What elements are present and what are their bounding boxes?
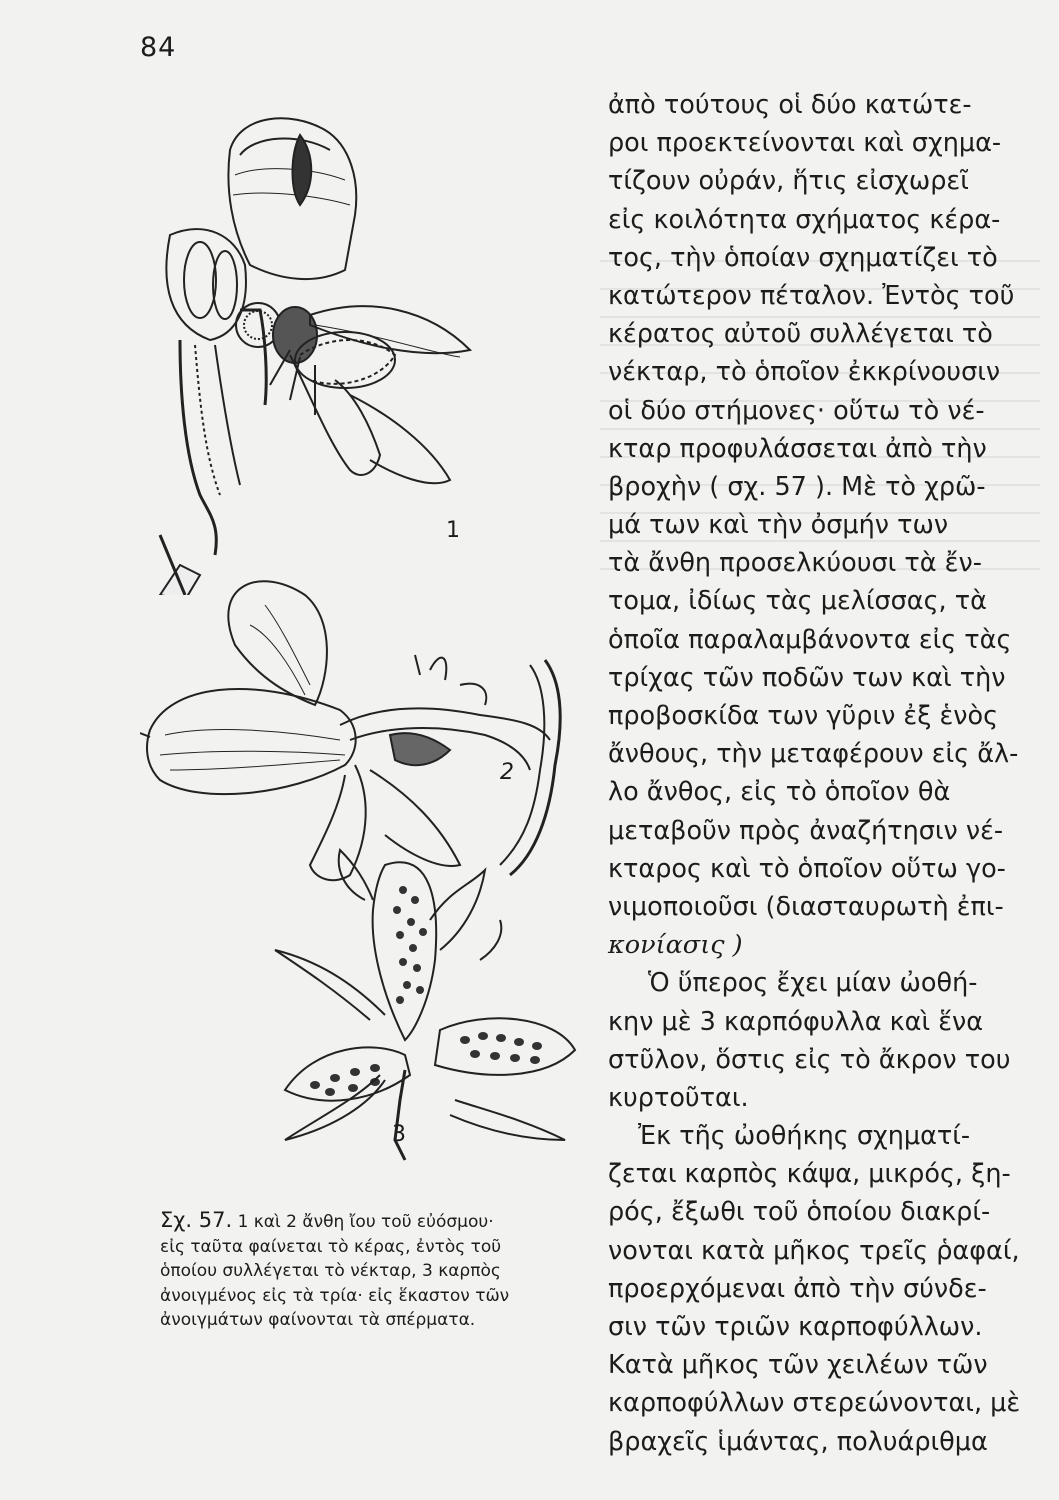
figure-3-label: 3 xyxy=(392,1122,406,1147)
figure-3-open-capsule xyxy=(255,840,585,1170)
figure-2-label: 2 xyxy=(500,760,514,785)
body-line: σιν τῶν τριῶν καρποφύλλων. xyxy=(608,1312,983,1342)
figure-1-flower-with-bee xyxy=(140,95,480,595)
body-line: τομα, ἰδίως τὰς μελίσσας, τὰ xyxy=(608,586,987,617)
caption-line: ὁποίου συλλέγεται τὸ νέκταρ, 3 καρπὸς xyxy=(160,1261,501,1281)
caption-line: ἀνοιγμένος εἰς τὰ τρία· εἰς ἕκαστον τῶν xyxy=(160,1285,510,1306)
body-line: τος, τὴν ὁποίαν σχηματίζει τὸ xyxy=(608,242,998,273)
caption-line: ἀνοιγμάτων φαίνονται τὰ σπέρματα. xyxy=(160,1310,476,1330)
body-line: νέκταρ, τὸ ὁποῖον ἐκκρίνουσιν xyxy=(608,357,1001,388)
body-line: ροι προεκτείνονται καὶ σχημα- xyxy=(608,128,1002,159)
body-line: βροχὴν ( σχ. 57 ). Μὲ τὸ χρῶ- xyxy=(608,471,986,502)
body-line: μεταβοῦν πρὸς ἀναζήτησιν νέ- xyxy=(608,815,1004,846)
body-line: βραχεῖς ἱμάντας, πολυάριθμα xyxy=(608,1426,988,1457)
body-line: τίζουν οὐράν, ἥτις εἰσχωρεῖ xyxy=(608,166,969,197)
body-text-column xyxy=(608,86,1021,1461)
body-line: τρίχας τῶν ποδῶν των καὶ τὴν xyxy=(608,662,1006,693)
body-line: νονται κατὰ μῆκος τρεῖς ῥαφαί, xyxy=(608,1235,1020,1266)
body-line: προβοσκίδα των γῦριν ἐξ ἑνὸς xyxy=(608,701,999,731)
body-line: στῦλον, ὅστις εἰς τὸ ἄκρον του xyxy=(608,1044,1011,1075)
body-line: λο ἄνθος, εἰς τὸ ὁποῖον θὰ xyxy=(608,777,951,808)
body-line: Ἐκ τῆς ὠοθήκης σχηματί- xyxy=(638,1121,971,1152)
body-line: Ὁ ὕπερος ἔχει μίαν ὠοθή- xyxy=(648,968,978,999)
body-line: ἀπὸ τούτους οἱ δύο κατώτε- xyxy=(608,90,972,120)
body-line-italic: κονίασις ) xyxy=(608,930,743,961)
caption-text: 1 καὶ 2 ἄνθη ἴου τοῦ εὐόσμου· xyxy=(237,1212,494,1232)
caption-line: εἰς ταῦτα φαίνεται τὸ κέρας, ἐντὸς τοῦ xyxy=(160,1236,502,1257)
body-line: κυρτοῦται. xyxy=(608,1082,749,1113)
body-line: νιμοποιοῦσι (διασταυρωτὴ ἐπι- xyxy=(608,891,1004,922)
body-line: ρός, ἔξωθι τοῦ ὁποίου διακρί- xyxy=(608,1197,991,1228)
body-line: κέρατος αὐτοῦ συλλέγεται τὸ xyxy=(608,319,993,350)
body-line: προερχόμεναι ἀπὸ τὴν σύνδε- xyxy=(608,1273,987,1304)
body-line: κταρος καὶ τὸ ὁποῖον οὕτω γο- xyxy=(608,853,1006,884)
page-number: 84 xyxy=(140,32,177,63)
body-line: μά των καὶ τὴν ὀσμήν των xyxy=(608,510,949,541)
body-line: κην μὲ 3 καρπόφυλλα καὶ ἕνα xyxy=(608,1006,984,1037)
body-line: οἱ δύο στήμονες· οὕτω τὸ νέ- xyxy=(608,395,985,426)
body-line: Κατὰ μῆκος τῶν χειλέων τῶν xyxy=(608,1350,988,1381)
body-line: εἰς κοιλότητα σχήματος κέρα- xyxy=(608,204,1001,235)
body-line: καρποφύλλων στερεώνονται, μὲ xyxy=(608,1388,1021,1419)
caption-lead: Σχ. 57. xyxy=(160,1208,233,1232)
body-line: κταρ προφυλάσσεται ἀπὸ τὴν xyxy=(608,433,987,464)
caption-line-1 xyxy=(160,1208,580,1235)
body-line: ὁποῖα παραλαμβάνοντα εἰς τὰς xyxy=(608,624,1012,655)
body-line: ἄνθους, τὴν μεταφέρουν εἰς ἄλ- xyxy=(608,739,1019,770)
figure-1-label: 1 xyxy=(446,518,460,543)
body-line: ζεται καρπὸς κάψα, μικρός, ξη- xyxy=(608,1159,1011,1190)
body-line: τὰ ἄνθη προσελκύουσι τὰ ἔν- xyxy=(608,548,982,579)
body-line: κατώτερον πέταλον. Ἐντὸς τοῦ xyxy=(608,280,1015,311)
figure-caption xyxy=(160,1208,580,1333)
